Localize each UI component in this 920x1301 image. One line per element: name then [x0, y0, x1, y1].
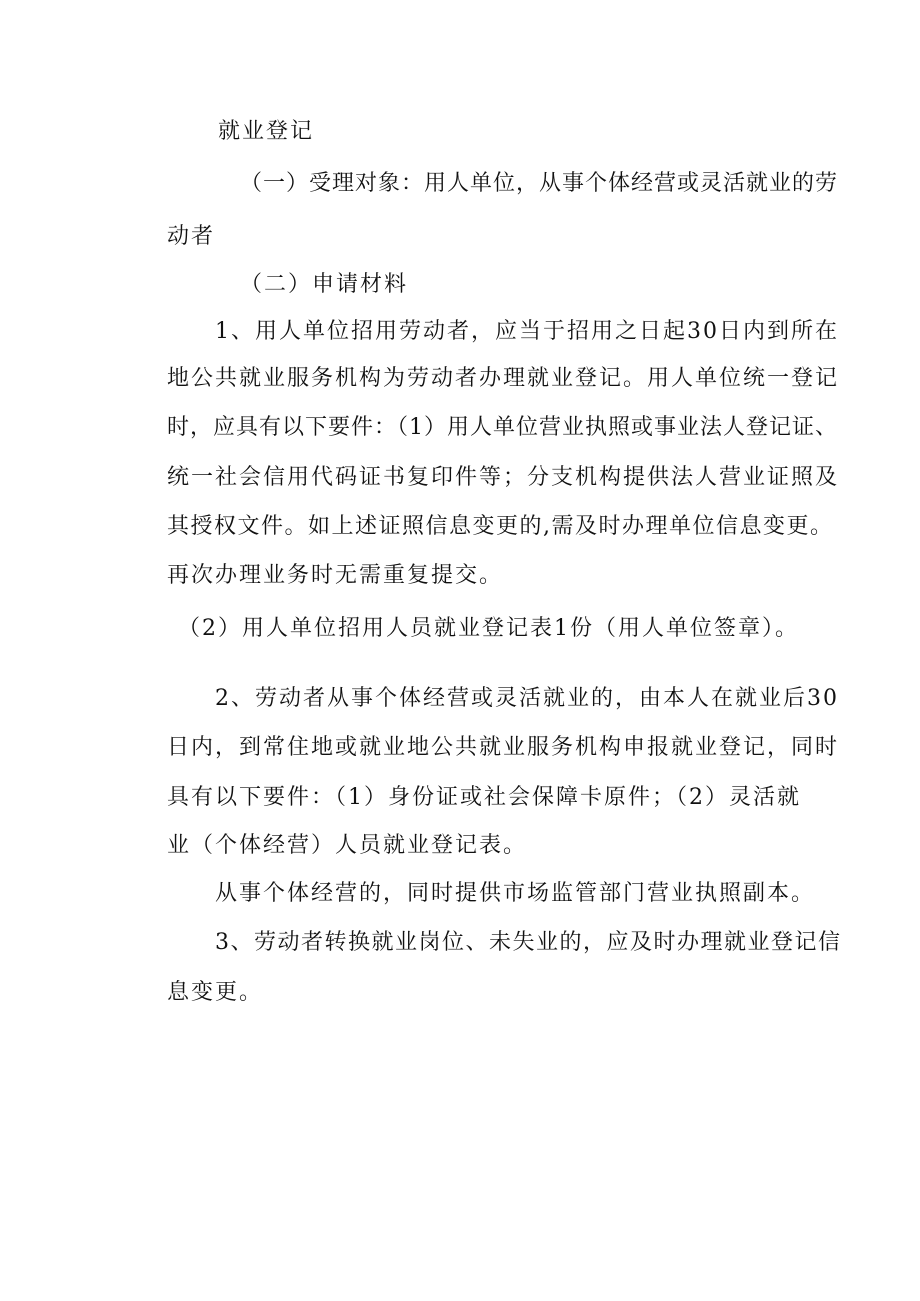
materials-heading: （二）申请材料: [240, 272, 409, 297]
item2-line-1: 2、劳动者从事个体经营或灵活就业的，由本人在就业后30: [215, 686, 839, 711]
acceptance-line-2: 动者: [167, 224, 216, 249]
item1-line-3: 时，应具有以下要件：（1）用人单位营业执照或事业法人登记证、: [167, 415, 838, 440]
document-title: 就业登记: [218, 119, 315, 144]
acceptance-line-1: （一）受理对象：用人单位，从事个体经营或灵活就业的劳: [240, 171, 839, 196]
item3-line-2: 息变更。: [167, 980, 264, 1005]
item1-line-4: 统一社会信用代码证书复印件等；分支机构提供法人营业证照及: [167, 465, 840, 490]
item2-line-3: 具有以下要件：（1）身份证或社会保障卡原件；（2）灵活就: [167, 785, 801, 810]
item2-line-4: 业（个体经营）人员就业登记表。: [167, 833, 528, 858]
item1-line-5: 其授权文件。如上述证照信息变更的,需及时办理单位信息变更。: [167, 514, 834, 539]
item2-line-2: 日内，到常住地或就业地公共就业服务机构申报就业登记，同时: [167, 735, 840, 760]
item2-line-5: 从事个体经营的，同时提供市场监管部门营业执照副本。: [215, 881, 816, 906]
item1-line-1: 1、用人单位招用劳动者，应当于招用之日起30日内到所在: [215, 319, 839, 344]
item1-line-2: 地公共就业服务机构为劳动者办理就业登记。用人单位统一登记: [167, 366, 840, 391]
item1-line-7: （2）用人单位招用人员就业登记表1份（用人单位签章）。: [178, 616, 799, 641]
item3-line-1: 3、劳动者转换就业岗位、未失业的，应及时办理就业登记信: [215, 930, 842, 955]
item1-line-6: 再次办理业务时无需重复提交。: [167, 563, 504, 588]
